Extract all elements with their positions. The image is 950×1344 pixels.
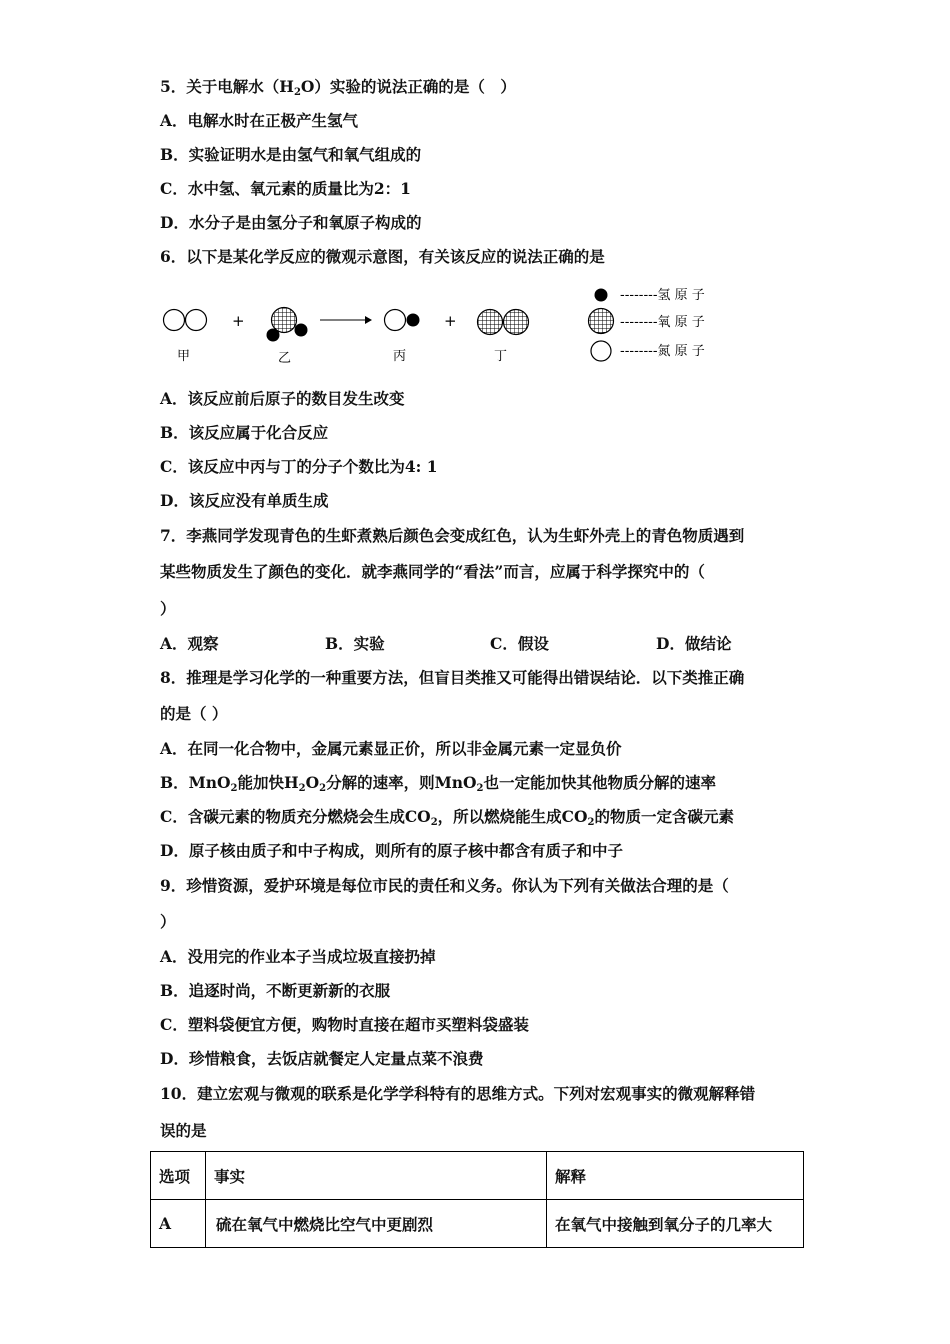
legend-oxygen: --------氧 原 子 <box>620 315 705 330</box>
q7-stem-line1: 7．李燕同学发现青色的生虾煮熟后颜色会变成红色，认为生虾外壳上的青色物质遇到 <box>160 526 745 545</box>
molecule-ding-icon <box>478 310 529 335</box>
q6-option-d: D．该反应没有单质生成 <box>160 491 329 510</box>
reaction-arrow-icon <box>320 316 372 324</box>
label-ding: 丁 <box>494 349 508 364</box>
table-header-row <box>151 1152 804 1200</box>
table-header-cell: 事实 <box>206 1152 547 1200</box>
q6-stem: 6．以下是某化学反应的微观示意图，有关该反应的说法正确的是 <box>160 247 605 266</box>
table-cell: 硫在氧气中燃烧比空气中更剧烈 <box>206 1200 547 1248</box>
q9-option-c: C．塑料袋便宜方便，购物时直接在超市买塑料袋盛装 <box>160 1015 529 1034</box>
q9-option-b: B．追逐时尚，不断更新新的衣服 <box>160 981 391 1000</box>
q6-option-a: A．该反应前后原子的数目发生改变 <box>160 389 405 408</box>
q8-option-c: C．含碳元素的物质充分燃烧会生成$CO_2$，所以燃烧能生成$CO_2$的物质一定含碳元素 <box>160 807 734 828</box>
q5-option-b: B．实验证明水是由氢气和氧气组成的 <box>160 145 422 164</box>
q7-option-a: A．观察 <box>160 634 219 653</box>
q9-stem-line2: ） <box>160 912 176 931</box>
facts-table <box>150 1151 804 1248</box>
label-yi: 乙 <box>278 351 292 366</box>
q8-stem-line2: 的是（ ） <box>160 704 228 723</box>
legend-nitrogen: --------氮 原 子 <box>620 344 705 359</box>
label-bing: 丙 <box>393 349 407 364</box>
q7-option-b: B．实验 <box>325 634 385 653</box>
q9-option-d: D．珍惜粮食，去饭店就餐定人定量点菜不浪费 <box>160 1049 484 1068</box>
q5-stem: 5．关于电解水$(H_2O)$实验的说法正确的是（ ） <box>160 77 516 98</box>
q5-option-c: C．水中氢、氧元素的质量比为2：1 <box>160 179 411 198</box>
molecule-yi-icon <box>267 308 308 342</box>
q8-stem-line1: 8．推理是学习化学的一种重要方法，但盲目类推又可能得出错误结论．以下类推正确 <box>160 668 745 687</box>
plus-sign-2: + <box>444 312 457 330</box>
q9-option-a: A．没用完的作业本子当成垃圾直接扔掉 <box>160 947 436 966</box>
molecule-bing-icon <box>385 310 420 331</box>
q7-option-d: D．做结论 <box>656 634 732 653</box>
molecule-jia-icon <box>164 310 207 331</box>
q10-stem-line2: 误的是 <box>160 1121 207 1140</box>
q8-option-a: A．在同一化合物中，金属元素显正价，所以非金属元素一定显负价 <box>160 739 622 758</box>
q8-option-b: B．MnO$_2$能加快$H_2O_2$分解的速率，则MnO$_2$也一定能加快其他物质分解的速率 <box>160 773 717 794</box>
q7-stem-line3: ） <box>160 599 176 618</box>
q7-stem-line2: 某些物质发生了颜色的变化．就李燕同学的“看法”而言，应属于科学探究中的（ <box>160 562 705 581</box>
q8-option-d: D．原子核由质子和中子构成，则所有的原子核中都含有质子和中子 <box>160 841 623 860</box>
q6-option-b: B．该反应属于化合反应 <box>160 423 329 442</box>
reaction-diagram <box>150 280 770 370</box>
nitrogen-atom-icon <box>591 341 611 361</box>
label-jia: 甲 <box>177 349 191 364</box>
q7-option-c: C．假设 <box>490 634 549 653</box>
plus-sign-1: + <box>232 312 245 330</box>
table-header-cell: 解释 <box>547 1152 804 1200</box>
q9-stem-line1: 9．珍惜资源，爱护环境是每位市民的责任和义务。你认为下列有关做法合理的是（ <box>160 876 729 895</box>
q6-option-c: C．该反应中丙与丁的分子个数比为4: 1 <box>160 457 438 476</box>
q5-option-a: A．电解水时在正极产生氢气 <box>160 111 359 130</box>
hydrogen-atom-icon <box>595 289 608 302</box>
table-cell: 在氧气中接触到氧分子的几率大 <box>547 1200 804 1248</box>
q5-option-d: D．水分子是由氢分子和氧原子构成的 <box>160 213 422 232</box>
table-header-cell: 选项 <box>151 1152 206 1200</box>
table-cell: A <box>151 1200 206 1248</box>
oxygen-atom-icon <box>589 309 614 334</box>
legend-hydrogen: --------氢 原 子 <box>620 288 705 303</box>
table-row <box>151 1200 804 1248</box>
q10-stem-line1: 10．建立宏观与微观的联系是化学学科特有的思维方式。下列对宏观事实的微观解释错 <box>160 1084 756 1103</box>
